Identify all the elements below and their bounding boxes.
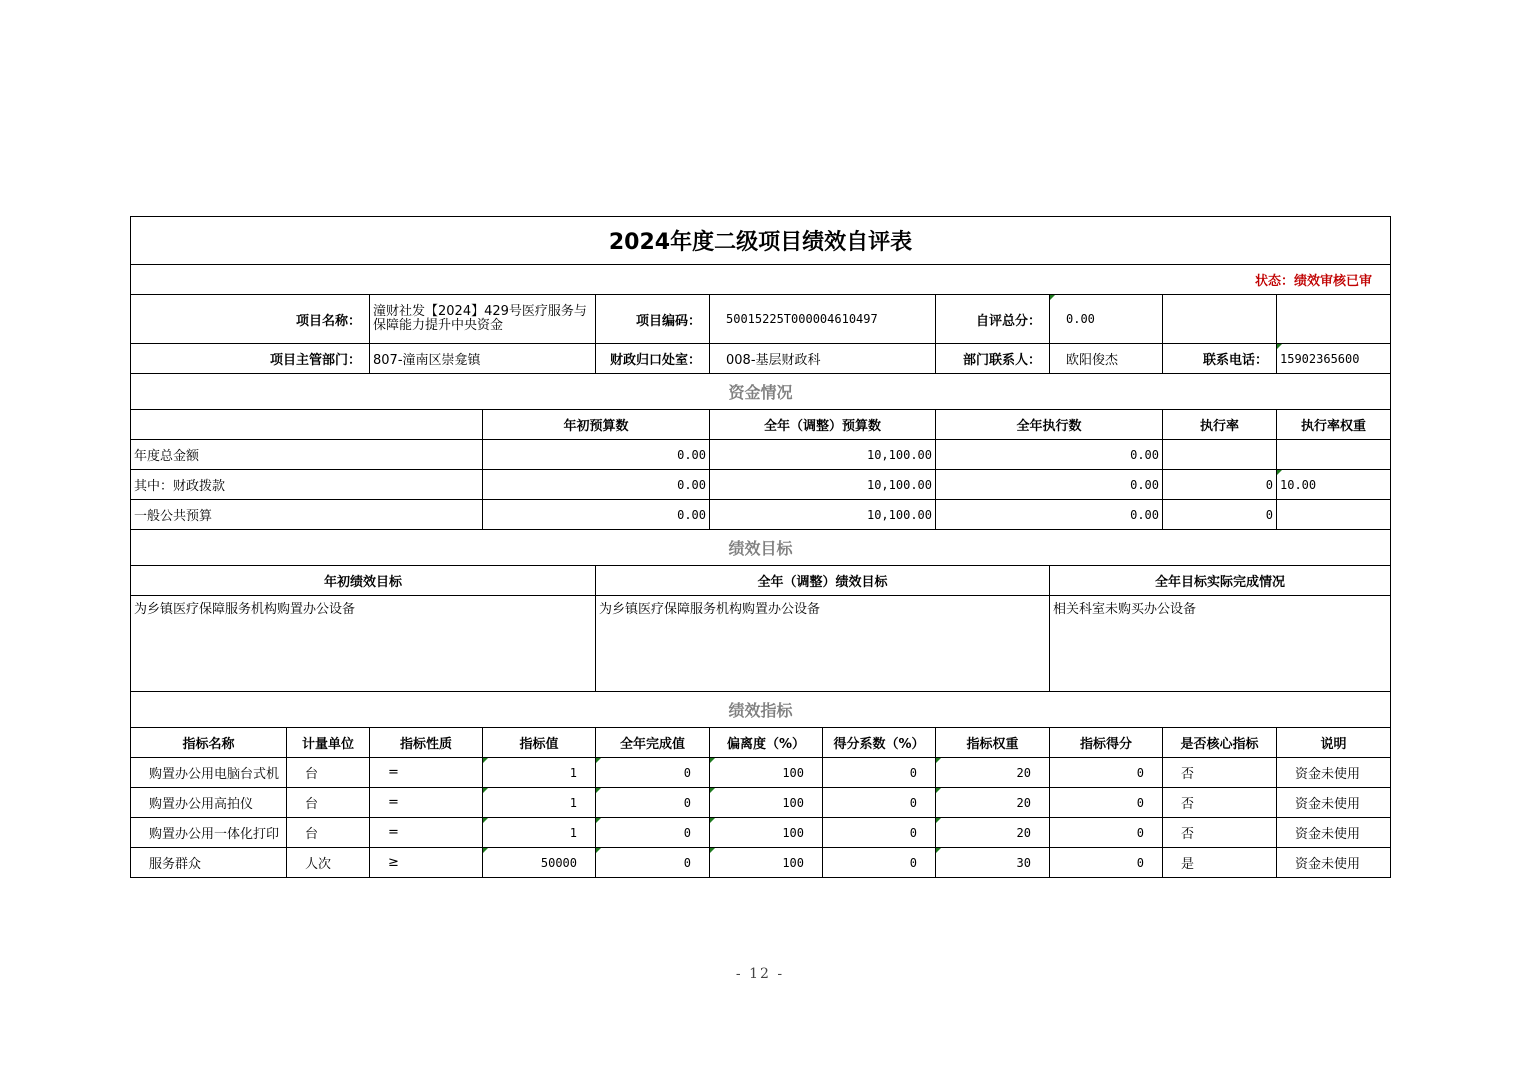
indicator-note: 资金未使用: [1277, 788, 1391, 818]
indicator-deviation: 100: [710, 788, 823, 818]
indicator-core: 是: [1163, 848, 1277, 878]
empty-cell: [1163, 295, 1277, 344]
funds-executed: 0.00: [936, 500, 1163, 530]
finance-value: 008-基层财政科: [710, 344, 936, 374]
goals-actual-text: 相关科室未购买办公设备: [1050, 596, 1391, 692]
phone-value: 15902365600: [1277, 344, 1391, 374]
indicator-value: 50000: [483, 848, 596, 878]
project-code-label: 项目编码：: [596, 295, 710, 344]
indicator-name: 购置办公用一体化打印: [131, 818, 287, 848]
project-name-value: 潼财社发【2024】429号医疗服务与保障能力提升中央资金: [370, 295, 596, 344]
goals-section-heading: 绩效目标: [131, 530, 1391, 566]
funds-header: 执行率权重: [1277, 410, 1391, 440]
indicator-nature: =: [370, 758, 483, 788]
funds-row: [131, 470, 1391, 500]
goals-adjusted-text: 为乡镇医疗保障服务机构购置办公设备: [596, 596, 1050, 692]
indicator-name: 购置办公用电脑台式机: [131, 758, 287, 788]
indicators-header: 全年完成值: [596, 728, 710, 758]
contact-label: 部门联系人：: [936, 344, 1050, 374]
indicator-row: [131, 848, 1391, 878]
contact-value: 欧阳俊杰: [1050, 344, 1163, 374]
indicator-weight: 30: [936, 848, 1050, 878]
funds-row-name: 年度总金额: [131, 440, 483, 470]
project-code-value: 50015225T000004610497: [710, 295, 936, 344]
funds-row: [131, 500, 1391, 530]
funds-rate: [1163, 440, 1277, 470]
indicator-unit: 人次: [287, 848, 370, 878]
indicator-note: 资金未使用: [1277, 818, 1391, 848]
indicator-name: 购置办公用高拍仪: [131, 788, 287, 818]
dept-label: 项目主管部门：: [131, 344, 370, 374]
indicator-nature: =: [370, 788, 483, 818]
funds-row-name: 其中：财政拨款: [131, 470, 483, 500]
score-value: 0.00: [1050, 295, 1163, 344]
indicators-header: 指标名称: [131, 728, 287, 758]
funds-adjusted: 10,100.00: [710, 440, 936, 470]
funds-adjusted: 10,100.00: [710, 470, 936, 500]
indicator-core: 否: [1163, 758, 1277, 788]
self-evaluation-table: [130, 216, 1391, 878]
funds-adjusted: 10,100.00: [710, 500, 936, 530]
funds-rate: 0: [1163, 500, 1277, 530]
indicator-unit: 台: [287, 788, 370, 818]
funds-header-blank: [131, 410, 483, 440]
funds-section-heading: 资金情况: [131, 374, 1391, 410]
empty-cell: [1277, 295, 1391, 344]
page-number: - 12 -: [735, 966, 785, 982]
indicator-nature: =: [370, 818, 483, 848]
indicator-note: 资金未使用: [1277, 848, 1391, 878]
indicator-value: 1: [483, 818, 596, 848]
indicators-header: 指标性质: [370, 728, 483, 758]
goals-header-actual: 全年目标实际完成情况: [1050, 566, 1391, 596]
indicators-header: 得分系数（%）: [823, 728, 936, 758]
indicator-weight: 20: [936, 818, 1050, 848]
indicator-coefficient: 0: [823, 758, 936, 788]
indicator-deviation: 100: [710, 818, 823, 848]
finance-label: 财政归口处室：: [596, 344, 710, 374]
indicator-row: [131, 788, 1391, 818]
indicators-header: 说明: [1277, 728, 1391, 758]
funds-weight: 10.00: [1277, 470, 1391, 500]
funds-weight: [1277, 440, 1391, 470]
page-title: 2024年度二级项目绩效自评表: [131, 217, 1391, 265]
indicator-core: 否: [1163, 788, 1277, 818]
funds-header: 全年（调整）预算数: [710, 410, 936, 440]
funds-header: 全年执行数: [936, 410, 1163, 440]
indicators-header: 指标得分: [1050, 728, 1163, 758]
funds-row: [131, 440, 1391, 470]
indicator-name: 服务群众: [131, 848, 287, 878]
indicator-unit: 台: [287, 818, 370, 848]
project-name-label: 项目名称：: [131, 295, 370, 344]
indicators-header: 是否核心指标: [1163, 728, 1277, 758]
indicator-row: [131, 758, 1391, 788]
funds-weight: [1277, 500, 1391, 530]
indicator-weight: 20: [936, 758, 1050, 788]
funds-executed: 0.00: [936, 440, 1163, 470]
indicator-score: 0: [1050, 788, 1163, 818]
indicator-value: 1: [483, 758, 596, 788]
indicator-done: 0: [596, 758, 710, 788]
indicator-deviation: 100: [710, 758, 823, 788]
indicator-done: 0: [596, 788, 710, 818]
indicators-header: 指标值: [483, 728, 596, 758]
indicator-weight: 20: [936, 788, 1050, 818]
indicator-score: 0: [1050, 758, 1163, 788]
status-badge: 状态：绩效审核已审: [131, 265, 1391, 295]
funds-header: 年初预算数: [483, 410, 710, 440]
indicator-done: 0: [596, 848, 710, 878]
dept-value: 807-潼南区崇龛镇: [370, 344, 596, 374]
goals-header-initial: 年初绩效目标: [131, 566, 596, 596]
indicators-header: 计量单位: [287, 728, 370, 758]
indicator-done: 0: [596, 818, 710, 848]
indicator-note: 资金未使用: [1277, 758, 1391, 788]
indicator-deviation: 100: [710, 848, 823, 878]
funds-header: 执行率: [1163, 410, 1277, 440]
funds-rate: 0: [1163, 470, 1277, 500]
indicators-header: 指标权重: [936, 728, 1050, 758]
funds-initial: 0.00: [483, 500, 710, 530]
funds-initial: 0.00: [483, 470, 710, 500]
indicator-core: 否: [1163, 818, 1277, 848]
indicator-row: [131, 818, 1391, 848]
funds-executed: 0.00: [936, 470, 1163, 500]
indicator-unit: 台: [287, 758, 370, 788]
indicator-coefficient: 0: [823, 818, 936, 848]
indicator-value: 1: [483, 788, 596, 818]
goals-initial-text: 为乡镇医疗保障服务机构购置办公设备: [131, 596, 596, 692]
phone-label: 联系电话：: [1163, 344, 1277, 374]
score-label: 自评总分：: [936, 295, 1050, 344]
indicator-nature: ≥: [370, 848, 483, 878]
indicator-score: 0: [1050, 818, 1163, 848]
indicator-score: 0: [1050, 848, 1163, 878]
funds-row-name: 一般公共预算: [131, 500, 483, 530]
goals-header-adjusted: 全年（调整）绩效目标: [596, 566, 1050, 596]
indicators-section-heading: 绩效指标: [131, 692, 1391, 728]
indicator-coefficient: 0: [823, 788, 936, 818]
funds-initial: 0.00: [483, 440, 710, 470]
indicator-coefficient: 0: [823, 848, 936, 878]
indicators-header: 偏离度（%）: [710, 728, 823, 758]
